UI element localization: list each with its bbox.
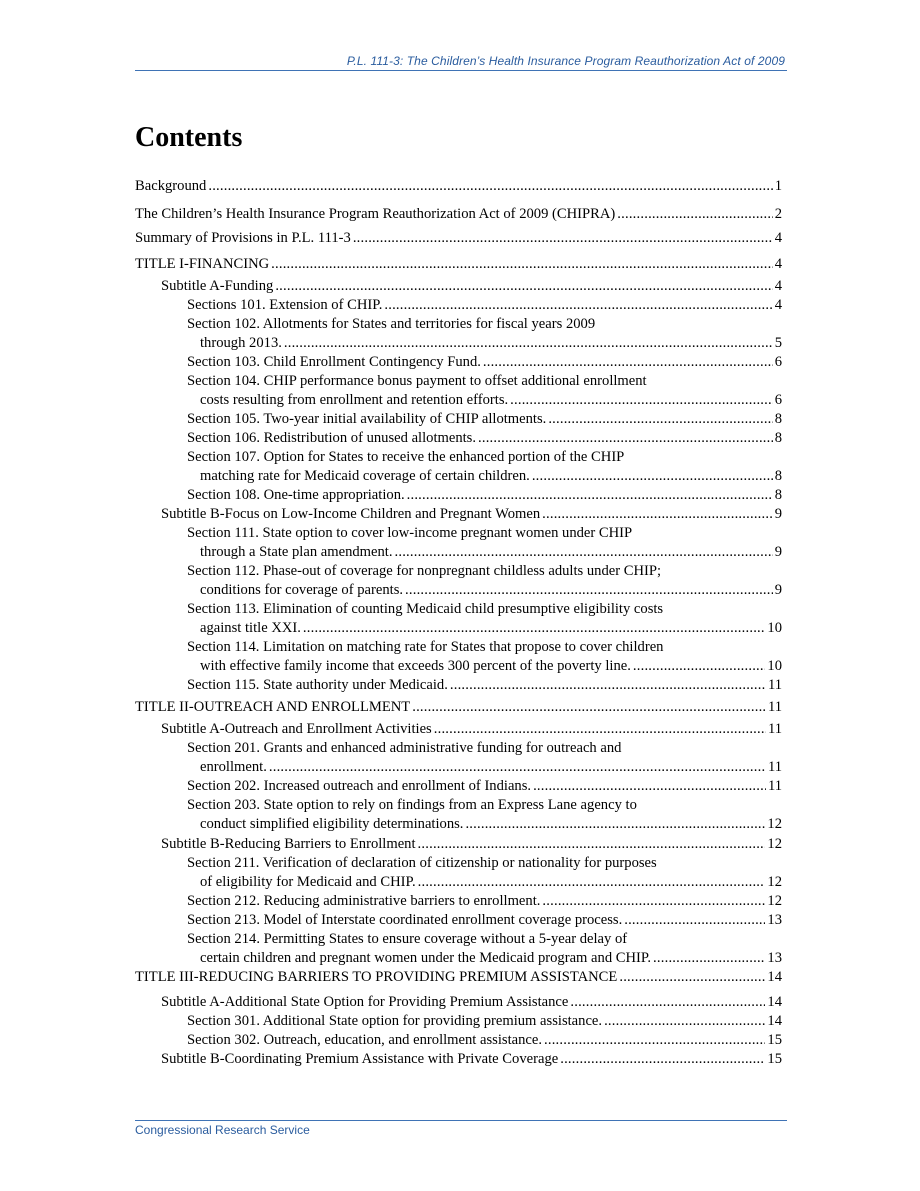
dot-leader [570, 993, 765, 1012]
footer-publisher: Congressional Research Service [135, 1123, 310, 1137]
toc-entry[interactable] [187, 315, 782, 353]
dot-leader [624, 911, 765, 930]
toc-page-number: 5 [774, 335, 782, 351]
toc-entry[interactable] [187, 429, 782, 448]
toc-entry-text: Section 202. Increased outreach and enrollment of Indians. [187, 778, 532, 794]
toc-entry-text: Subtitle B-Coordinating Premium Assistance with Private Coverage [161, 1051, 559, 1067]
toc-entry-text: Section 105. Two-year initial availability of CHIP allotments. [187, 411, 547, 427]
toc-page-number: 1 [774, 178, 782, 194]
toc-page-number: 15 [767, 1032, 782, 1048]
toc-page-number: 12 [767, 816, 782, 832]
toc-entry-text: Subtitle B-Focus on Low-Income Children and Pregnant Women [161, 506, 541, 522]
toc-entry[interactable] [135, 968, 782, 987]
toc-page-number: 4 [774, 278, 782, 294]
toc-page-number: 14 [767, 1013, 782, 1029]
toc-entry[interactable] [135, 698, 782, 717]
toc-entry-text: Section 211. Verification of declaration of citizenship or nationality for purposes [187, 855, 657, 871]
toc-entry[interactable] [135, 255, 782, 274]
toc-page-number: 13 [767, 950, 782, 966]
dot-leader [407, 486, 773, 505]
dot-leader [560, 1050, 765, 1069]
toc-entry-text: with effective family income that exceeds 300 percent of the poverty line. [200, 658, 631, 674]
toc-entry-text: Summary of Provisions in P.L. 111-3 [135, 230, 351, 246]
dot-leader [208, 177, 772, 196]
toc-entry-text: Section 111. State option to cover low-income pregnant women under CHIP [187, 525, 633, 541]
toc-entry-text: The Children’s Health Insurance Program Reauthorization Act of 2009 (CHIPRA) [135, 206, 616, 222]
toc-entry[interactable] [135, 177, 782, 196]
toc-page-number: 11 [767, 699, 782, 715]
toc-page-number: 11 [767, 721, 782, 737]
dot-leader [542, 505, 773, 524]
toc-entry[interactable] [187, 911, 782, 930]
dot-leader [619, 968, 765, 987]
dot-leader [617, 205, 772, 224]
toc-entry-text: Subtitle A-Additional State Option for Providing Premium Assistance [161, 994, 569, 1010]
dot-leader [548, 410, 772, 429]
toc-entry-text: Section 104. CHIP performance bonus payment to offset additional enrollment [187, 373, 647, 389]
toc-page-number: 15 [767, 1051, 782, 1067]
dot-leader [269, 758, 766, 777]
footer-rule [135, 1120, 787, 1121]
toc-entry[interactable] [187, 372, 782, 410]
dot-leader [450, 676, 766, 695]
toc-entry-text: certain children and pregnant women under the Medicaid program and CHIP. [200, 950, 652, 966]
toc-entry[interactable] [161, 720, 782, 739]
toc-page-number: 6 [774, 392, 782, 408]
dot-leader [633, 657, 766, 676]
toc-page-number: 8 [774, 411, 782, 427]
dot-leader [418, 835, 766, 854]
toc-entry-text: Section 302. Outreach, education, and enrollment assistance. [187, 1032, 543, 1048]
toc-page-number: 14 [767, 994, 782, 1010]
dot-leader [284, 334, 773, 353]
dot-leader [604, 1012, 765, 1031]
dot-leader [533, 777, 766, 796]
toc-entry-text: against title XXI. [200, 620, 301, 636]
toc-entry-text: Section 203. State option to rely on findings from an Express Lane agency to [187, 797, 637, 813]
toc-entry-text: enrollment. [200, 759, 267, 775]
page-title: Contents [135, 122, 243, 153]
dot-leader [510, 391, 773, 410]
toc-page-number: 4 [774, 256, 782, 272]
toc-entry-text: Section 213. Model of Interstate coordinated enrollment coverage process. [187, 912, 623, 928]
toc-entry[interactable] [187, 486, 782, 505]
toc-entry-text: Section 201. Grants and enhanced administrative funding for outreach and [187, 740, 622, 756]
toc-entry[interactable] [161, 1050, 782, 1069]
dot-leader [275, 277, 772, 296]
toc-entry[interactable] [187, 562, 782, 600]
toc-entry-text: Background [135, 178, 207, 194]
toc-page-number: 8 [774, 430, 782, 446]
toc-page-number: 8 [774, 487, 782, 503]
toc-entry-text: Sections 101. Extension of CHIP. [187, 297, 383, 313]
toc-entry-text: Section 212. Reducing administrative barriers to enrollment. [187, 893, 541, 909]
toc-entry[interactable] [187, 777, 782, 796]
toc-page-number: 11 [767, 778, 782, 794]
toc-entry[interactable] [187, 410, 782, 429]
toc-page-number: 4 [774, 230, 782, 246]
toc-entry-text: TITLE III-REDUCING BARRIERS TO PROVIDING PREMIUM ASSISTANCE [135, 969, 618, 985]
toc-page-number: 6 [774, 354, 782, 370]
dot-leader [395, 543, 773, 562]
dot-leader [412, 698, 766, 717]
toc-page-number: 11 [767, 759, 782, 775]
toc-entry-text: through 2013. [200, 335, 282, 351]
toc-entry[interactable] [161, 505, 782, 524]
toc-entry-text: Subtitle A-Funding [161, 278, 274, 294]
toc-entry-text: through a State plan amendment. [200, 544, 393, 560]
dot-leader [653, 949, 765, 968]
dot-leader [271, 255, 773, 274]
toc-entry[interactable] [187, 600, 782, 638]
toc-entry[interactable] [187, 854, 782, 892]
toc-page-number: 8 [774, 468, 782, 484]
toc-page-number: 9 [774, 544, 782, 560]
toc-entry[interactable] [187, 353, 782, 372]
toc-entry-text: TITLE I-FINANCING [135, 256, 270, 272]
toc-entry[interactable] [187, 796, 782, 834]
toc-entry[interactable] [187, 892, 782, 911]
toc-page-number: 14 [767, 969, 782, 985]
toc-entry-text: Section 113. Elimination of counting Medicaid child presumptive eligibility costs [187, 601, 664, 617]
toc-page-number: 10 [767, 620, 782, 636]
toc-page-number: 12 [767, 874, 782, 890]
toc-entry-text: Section 103. Child Enrollment Contingency Fund. [187, 354, 481, 370]
toc-entry-text: Section 114. Limitation on matching rate for States that propose to cover children [187, 639, 664, 655]
toc-entry[interactable] [187, 448, 782, 486]
toc-entry[interactable] [187, 1031, 782, 1050]
toc-entry-text: matching rate for Medicaid coverage of certain children. [200, 468, 530, 484]
toc-entry-text: of eligibility for Medicaid and CHIP. [200, 874, 416, 890]
toc-entry[interactable] [187, 930, 782, 968]
toc-entry[interactable] [187, 1012, 782, 1031]
toc-entry[interactable] [187, 739, 782, 777]
toc-page-number: 9 [774, 582, 782, 598]
dot-leader [478, 429, 773, 448]
toc-entry-text: Section 108. One-time appropriation. [187, 487, 405, 503]
dot-leader [542, 892, 765, 911]
toc-entry-text: Section 112. Phase-out of coverage for nonpregnant childless adults under CHIP; [187, 563, 662, 579]
toc-entry-text: Subtitle A-Outreach and Enrollment Activities [161, 721, 432, 737]
toc-entry-text: Section 115. State authority under Medicaid. [187, 677, 448, 693]
dot-leader [418, 873, 766, 892]
toc-entry-text: Section 214. Permitting States to ensure coverage without a 5-year delay of [187, 931, 628, 947]
dot-leader [434, 720, 766, 739]
toc-page-number: 4 [774, 297, 782, 313]
toc-entry-text: Section 102. Allotments for States and territories for fiscal years 2009 [187, 316, 596, 332]
toc-entry[interactable] [161, 835, 782, 854]
toc-entry-text: Section 301. Additional State option for providing premium assistance. [187, 1013, 603, 1029]
toc-page-number: 9 [774, 506, 782, 522]
toc-entry[interactable] [187, 676, 782, 695]
toc-entry-text: Section 106. Redistribution of unused allotments. [187, 430, 477, 446]
toc-page-number: 12 [767, 893, 782, 909]
toc-entry-text: conditions for coverage of parents. [200, 582, 404, 598]
toc-entry[interactable] [187, 524, 782, 562]
toc-entry[interactable] [135, 229, 782, 248]
toc-entry[interactable] [135, 205, 782, 224]
toc-page-number: 2 [774, 206, 782, 222]
toc-entry-text: costs resulting from enrollment and retention efforts. [200, 392, 509, 408]
toc-entry[interactable] [161, 993, 782, 1012]
dot-leader [303, 619, 765, 638]
toc-entry[interactable] [161, 277, 782, 296]
toc-page-number: 13 [767, 912, 782, 928]
toc-entry[interactable] [187, 296, 782, 315]
toc-entry-text: Subtitle B-Reducing Barriers to Enrollment [161, 836, 416, 852]
running-header: P.L. 111-3: The Children’s Health Insurance Program Reauthorization Act of 2009 [346, 54, 785, 68]
toc-page-number: 11 [767, 677, 782, 693]
dot-leader [405, 581, 773, 600]
dot-leader [532, 467, 773, 486]
toc-entry-text: Section 107. Option for States to receive the enhanced portion of the CHIP [187, 449, 625, 465]
dot-leader [465, 815, 765, 834]
dot-leader [353, 229, 773, 248]
toc-page-number: 10 [767, 658, 782, 674]
dot-leader [384, 296, 772, 315]
toc-page-number: 12 [767, 836, 782, 852]
dot-leader [483, 353, 773, 372]
toc-entry-text: TITLE II-OUTREACH AND ENROLLMENT [135, 699, 411, 715]
toc-entry[interactable] [187, 638, 782, 676]
toc-entry-text: conduct simplified eligibility determinations. [200, 816, 464, 832]
dot-leader [544, 1031, 765, 1050]
